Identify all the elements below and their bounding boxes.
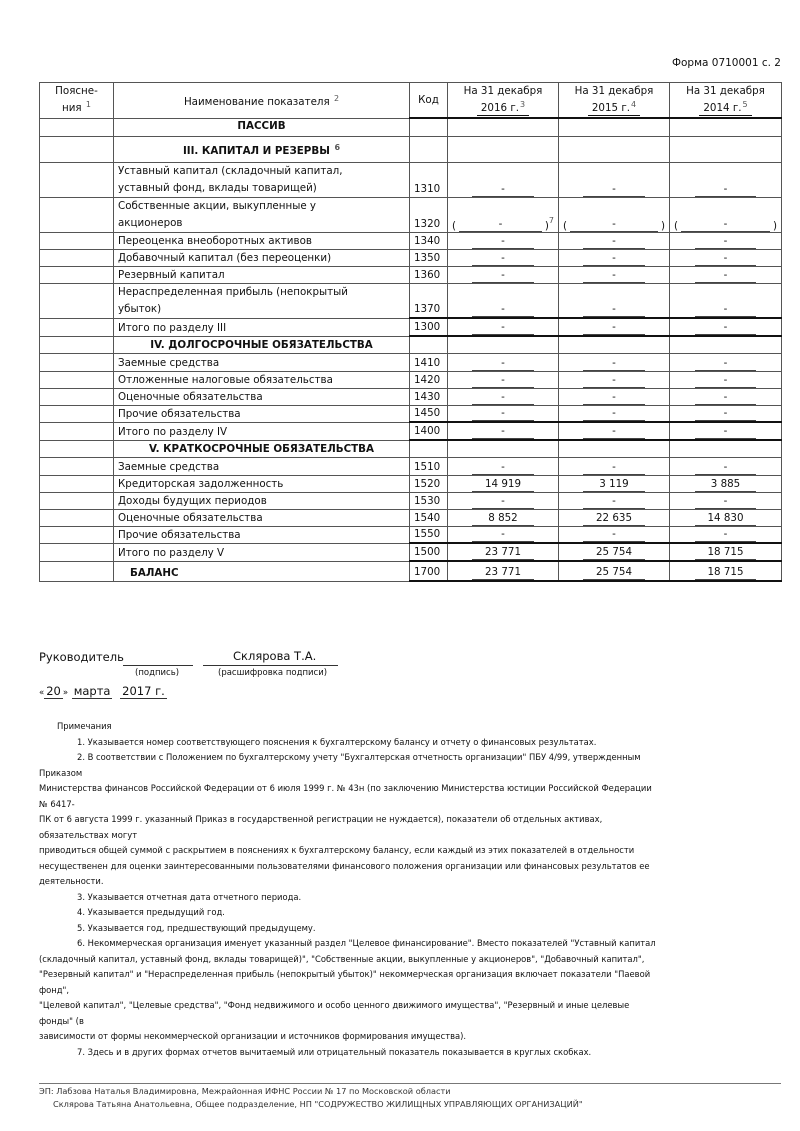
section-5: V. КРАТКОСРОЧНЫЕ ОБЯЗАТЕЛЬСТВА — [40, 440, 782, 457]
note-4: 4. Указывается предыдущий год. — [77, 907, 225, 917]
table-row-total: Итого по разделу III 1300 - - - — [40, 318, 782, 336]
note-5: 5. Указывается год, предшествующий предыдущему. — [77, 922, 316, 933]
signature-role: Руководитель — [39, 650, 124, 664]
signature-name: Склярова Т.А. — [233, 649, 317, 663]
note-1: 1. Указывается номер соответствующего пояснения к бухгалтерскому балансу и отчету о финансовых результатах. — [77, 736, 597, 747]
header-code: Код — [410, 83, 448, 119]
note-6-line: "Резервный капитал" и "Нераспределенная прибыль (непокрытый убыток)" некоммерческая организация включает показатели "Паевой фонд", — [39, 969, 651, 995]
signature-line — [123, 665, 193, 666]
table-row: Прочие обязательства 1550 - - - — [40, 526, 782, 543]
note-6-line: "Целевой капитал", "Целевые средства", "Фонд недвижимого и особо ценного движимого имущества", "Резервный и иные целевые фонды" (в — [39, 1000, 630, 1026]
table-row: Оценочные обязательства 1430 - - - — [40, 388, 782, 405]
table-row-total: Итого по разделу V 1500 23 771 25 754 18 715 — [40, 543, 782, 561]
header-name: Наименование показателя $^2$ — [114, 83, 410, 119]
table-row-total: Итого по разделу IV 1400 - - - — [40, 422, 782, 440]
signature-name-line — [203, 665, 338, 666]
table-row: Оценочные обязательства 1540 8 852 22 635 14 830 — [40, 509, 782, 526]
note-3: 3. Указывается отчетная дата отчетного периода. — [77, 891, 302, 902]
signature-caption: (подпись) — [135, 668, 180, 678]
notes — [39, 719, 659, 1060]
table-row: Резервный капитал 1360 - - - — [40, 266, 782, 283]
balance-table — [39, 82, 782, 582]
table-row: Переоценка внеоборотных активов 1340 - - - — [40, 232, 782, 249]
note-7: 7. Здесь и в других формах отчетов вычитаемый или отрицательный показатель показывается в круглых скобках. — [77, 1046, 592, 1057]
table-header — [40, 83, 782, 119]
note-2-line: несущественен для оценки заинтересованными пользователями финансового положения организации или финансовых результатов ее — [39, 860, 650, 871]
note-6-line: (складочный капитал, уставный фонд, вклады товарищей)", "Собственные акции, выкупленные у акционеров", "Добавочный капитал", — [39, 953, 645, 964]
note-2-line: деятельности. — [39, 876, 104, 886]
table-row: Нераспределенная прибыль (непокрытый убыток) 1370 - - - — [40, 283, 782, 318]
footer-line-1: ЭП: Лабзова Наталья Владимировна, Межрайонная ИФНС России № 17 по Московской области — [39, 1086, 451, 1096]
header-period-3: На 31 декабря 2014 г.$^5$ — [670, 83, 782, 119]
notes-title: Примечания — [57, 721, 112, 731]
table-row: Доходы будущих периодов 1530 - - - — [40, 492, 782, 509]
table-row: Собственные акции, выкупленные у акционеров 1320 ( - ) 7 ( - ) ( - ) — [40, 197, 782, 232]
form-code: Форма 0710001 с. 2 — [671, 57, 781, 69]
table-row: Кредиторская задолженность 1520 14 919 3 119 3 885 — [40, 475, 782, 492]
note-6-line: зависимости от формы некоммерческой организации и источников формирования имущества). — [39, 1031, 467, 1041]
header-period-1: На 31 декабря 2016 г.$^3$ — [448, 83, 559, 119]
footer-line-2: Склярова Татьяна Анатольевна, Общее подразделение, НП "СОДРУЖЕСТВО ЖИЛИЩНЫХ УПРАВЛЯЮЩИХ ОРГАНИЗАЦИЙ" — [53, 1098, 583, 1109]
e-signature-footer — [39, 1085, 583, 1110]
table-row: Прочие обязательства 1450 - - - — [40, 405, 782, 422]
table-row: Заемные средства 1510 - - - — [40, 457, 782, 475]
note-2-line: приводиться общей суммой с раскрытием в пояснениях к бухгалтерскому балансу, если каждый из этих показателей в отдельности — [39, 845, 635, 855]
header-note: Поясне- ния $^1$ — [40, 83, 114, 119]
note-2-line: ПК от 6 августа 1999 г. указанный Приказ в государственной регистрации не нуждается), показатели об отдельных активах, обязательствах могут — [39, 814, 603, 840]
table-row: Заемные средства 1410 - - - — [40, 353, 782, 371]
table-row-balance: БАЛАНС 1700 23 771 25 754 18 715 — [40, 561, 782, 581]
table-row: Уставный капитал (складочный капитал, уставный фонд, вклады товарищей) 1310 - - - — [40, 162, 782, 197]
signature-name-caption: (расшифровка подписи) — [218, 668, 328, 678]
section-4: IV. ДОЛГОСРОЧНЫЕ ОБЯЗАТЕЛЬСТВА — [40, 336, 782, 353]
note-2: 2. В соответствии с Положением по бухгалтерскому учету "Бухгалтерская отчетность организации" ПБУ 4/99, утвержденным Приказом — [39, 752, 641, 778]
section-passiv: ПАССИВ — [40, 118, 782, 136]
note-6: 6. Некоммерческая организация именует указанный раздел "Целевое финансирование". Вместо показателей "Уставный капитал — [77, 938, 656, 948]
signature-date: « 20 » марта 2017 г. — [39, 684, 165, 698]
footer-divider — [39, 1083, 781, 1084]
table-row: Отложенные налоговые обязательства 1420 - - - — [40, 371, 782, 388]
section-3: III. КАПИТАЛ И РЕЗЕРВЫ $^6$ — [40, 136, 782, 162]
note-2-line: Министерства финансов Российской Федерации от 6 июля 1999 г. № 43н (по заключению Министерства юстиции Российской Федерации № 6417- — [39, 783, 652, 809]
header-period-2: На 31 декабря 2015 г.$^4$ — [559, 83, 670, 119]
table-row: Добавочный капитал (без переоценки) 1350 - - - — [40, 249, 782, 266]
